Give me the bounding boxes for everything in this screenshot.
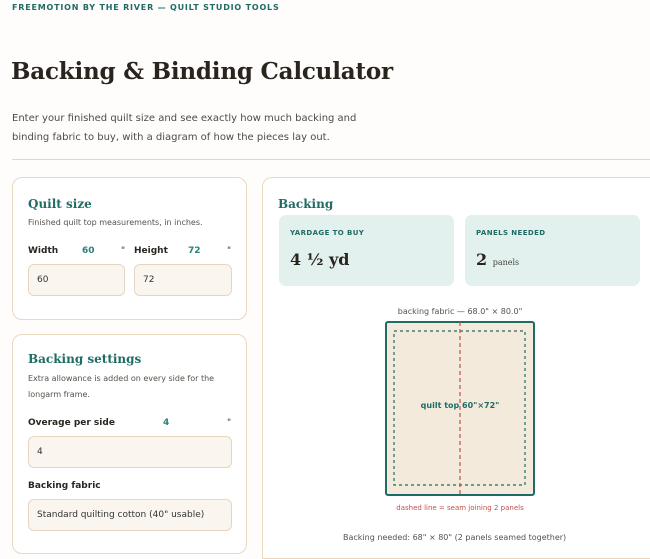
yardage-value: 4 ½ yd bbox=[290, 250, 350, 269]
header-divider bbox=[12, 159, 650, 160]
yardage-label: YARDAGE TO BUY bbox=[290, 229, 365, 237]
brand-title: FREEMOTION BY THE RIVER — QUILT STUDIO TOOLS bbox=[12, 3, 280, 12]
page-title: Backing & Binding Calculator bbox=[11, 58, 393, 85]
seam-note: dashed line = seam joining 2 panels bbox=[396, 504, 524, 512]
overage-value: 4 bbox=[163, 418, 170, 428]
backing-settings-card bbox=[12, 334, 247, 554]
width-label: Width bbox=[28, 246, 59, 256]
overage-label: Overage per side bbox=[28, 418, 115, 428]
overage-input[interactable]: 4 bbox=[28, 436, 232, 468]
backing-settings-subtitle: Extra allowance is added on every side for the longarm frame. bbox=[28, 374, 215, 399]
panels-value-line bbox=[476, 250, 519, 269]
height-value: 72 bbox=[188, 246, 201, 256]
panels-stat bbox=[465, 215, 640, 286]
backing-results-card bbox=[262, 177, 650, 559]
height-label: Height bbox=[134, 246, 168, 256]
width-input[interactable]: 60 bbox=[28, 264, 125, 296]
quilt-size-subtitle: Finished quilt top measurements, in inches. bbox=[28, 218, 203, 227]
diagram-fabric-label: backing fabric — 68.0" × 80.0" bbox=[397, 307, 523, 316]
width-unit: " bbox=[121, 246, 126, 256]
backing-settings-title: Backing settings bbox=[28, 352, 142, 366]
yardage-stat bbox=[279, 215, 454, 286]
backing-summary: Backing needed: 68" × 80" (2 panels seamed together) bbox=[343, 533, 567, 542]
width-value: 60 bbox=[82, 246, 95, 256]
backing-title: Backing bbox=[278, 197, 334, 211]
quilt-top-label: quilt top 60"×72" bbox=[420, 401, 500, 410]
fabric-label: Backing fabric bbox=[28, 481, 101, 491]
panels-label: PANELS NEEDED bbox=[476, 229, 546, 237]
quilt-size-card bbox=[12, 177, 247, 320]
panels-value: 2 bbox=[476, 250, 488, 269]
page-intro: Enter your finished quilt size and see exactly how much backing and binding fabric to buy, with a diagram of how the pieces lay out. bbox=[12, 113, 357, 143]
height-unit: " bbox=[227, 246, 232, 256]
backing-diagram bbox=[263, 298, 650, 528]
fabric-select[interactable]: Standard quilting cotton (40" usable) bbox=[28, 499, 232, 531]
panels-unit: panels bbox=[492, 258, 520, 267]
quilt-size-title: Quilt size bbox=[28, 197, 92, 211]
overage-unit: " bbox=[227, 418, 232, 428]
height-input[interactable]: 72 bbox=[134, 264, 232, 296]
